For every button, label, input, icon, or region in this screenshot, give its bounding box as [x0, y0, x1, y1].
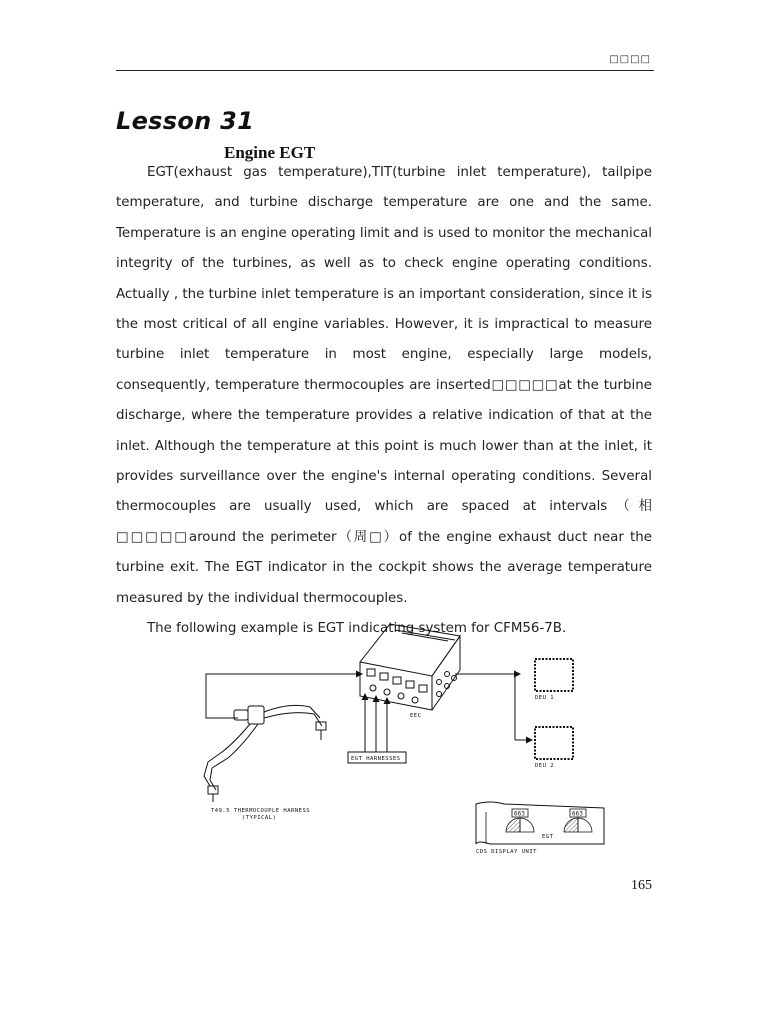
deu-1-box	[535, 659, 573, 691]
egt-harnesses-label: EGT HARNESSES	[351, 756, 401, 762]
body-text	[116, 158, 652, 645]
egt-left-value: 663	[514, 810, 525, 818]
thermocouple-label-line1: T49.5 THERMOCOUPLE HARNESS	[211, 808, 311, 814]
egt-right-value: 663	[572, 810, 583, 818]
eec-unit	[360, 624, 460, 710]
body-paragraph-2: The following example is EGT indicating system for CFM56-7B.	[147, 621, 567, 637]
lesson-title: Lesson 31	[116, 107, 255, 135]
deu-2-box	[535, 727, 573, 759]
eec-label: EEC	[410, 713, 422, 719]
body-paragraph-1: EGT(exhaust gas temperature),TIT(turbine inlet temperature), tailpipe temperature, and turbine discharge temperature are one and the same. Temperature is an engine operating limit and is used to monitor the mechanical integrity of the turbines, as well as to check engine operating conditions. Actually , the turbine inlet temperature is an important consideration, since it is the most critical of all engine variables. However, it is impractical to measure turbine inlet temperature in most engine, especially large models, consequently, temperature thermocouples are inserted□□□□□at the turbine discharge, where the temperature provides a relative indication of that at the inlet. Although the temperature at this point is much lower than at the inlet, it provides surveillance over the engine's internal operating conditions. Several thermocouples are usually used, which are spaced at intervals（相□□□□□around the perimeter（周□）of the engine exhaust duct near the turbine exit. The EGT indicator in the cockpit shows the average temperature measured by the individual thermocouples.	[116, 165, 652, 606]
thermocouple-harness	[204, 705, 326, 802]
running-header-mark: □□□□	[609, 54, 651, 65]
cds-display-unit	[476, 802, 604, 844]
page-number: 165	[631, 878, 652, 893]
deu-2-label: DEU 2	[535, 763, 555, 769]
egt-system-figure	[190, 612, 630, 862]
cds-display-label: CDS DISPLAY UNIT	[476, 849, 537, 855]
egt-caption: EGT	[542, 834, 554, 840]
section-heading: Engine EGT	[224, 143, 316, 162]
header-rule	[116, 70, 654, 71]
deu-1-label: DEU 1	[535, 695, 555, 701]
thermocouple-label-line2: (TYPICAL)	[242, 815, 277, 821]
